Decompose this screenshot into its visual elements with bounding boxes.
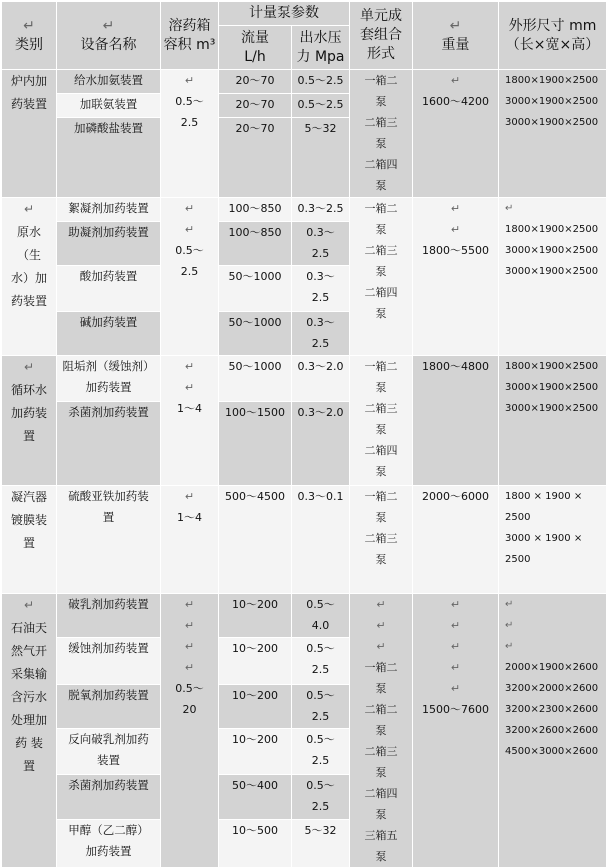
- header-tank-volume: 溶药箱 容积 m³: [161, 2, 219, 70]
- combination: 一箱二 泵 二箱三 泵 二箱四 泵: [350, 198, 413, 356]
- flow-value: 10～200: [219, 594, 292, 638]
- group-category: 凝汽器 镀膜装 置: [2, 486, 57, 594]
- device-name: 絮凝剂加药装置: [57, 198, 161, 222]
- flow-value: 20～70: [219, 118, 292, 198]
- pressure-value: 5～32: [292, 819, 350, 867]
- device-name: 反向破乳剂加药 装置: [57, 728, 161, 774]
- pressure-value: 0.5～ 2.5: [292, 775, 350, 819]
- combination: ↵ ↵ ↵ 一箱二 泵 二箱二 泵 二箱三 泵 二箱四 泵 三箱五 泵: [350, 594, 413, 868]
- pressure-value: 0.3～2.0: [292, 356, 350, 402]
- flow-value: 10～200: [219, 728, 292, 774]
- device-name: 脱氧剂加药装置: [57, 684, 161, 728]
- dosing-equipment-table: [1, 1, 607, 868]
- pressure-value: 0.3～ 2.5: [292, 312, 350, 356]
- flow-value: 50～1000: [219, 356, 292, 402]
- flow-value: 20～70: [219, 94, 292, 118]
- header-device-name: ↵ 设备名称: [57, 2, 161, 70]
- dimensions-value: ↵ ↵ ↵ 2000×1900×2600 3200×2000×2600 3200×2300×2600 3200×2600×2600 4500×3000×2600: [499, 594, 607, 868]
- device-name: 杀菌剂加药装置: [57, 402, 161, 486]
- flow-value: 50～400: [219, 775, 292, 819]
- device-name: 杀菌剂加药装置: [57, 775, 161, 819]
- flow-value: 10～500: [219, 819, 292, 867]
- flow-value: 500～4500: [219, 486, 292, 594]
- dimensions-value: ↵ 1800×1900×2500 3000×1900×2500 3000×1900×2500: [499, 198, 607, 356]
- group-category: ↵ 循环水 加药装 置: [2, 356, 57, 486]
- weight-value: ↵ ↵ ↵ ↵ ↵ 1500～7600: [413, 594, 499, 868]
- combination: 一箱二 泵 二箱三 泵 二箱四 泵: [350, 356, 413, 486]
- flow-value: 100～850: [219, 198, 292, 222]
- pressure-value: 0.5～ 2.5: [292, 638, 350, 684]
- device-name: 硫酸亚铁加药装 置: [57, 486, 161, 594]
- tank-volume: ↵ ↵ 1～4: [161, 356, 219, 486]
- header-dimensions: 外形尺寸 mm （长×宽×高）: [499, 2, 607, 70]
- dimensions-value: 1800×1900×2500 3000×1900×2500 3000×1900×2500: [499, 356, 607, 486]
- device-name: 加磷酸盐装置: [57, 118, 161, 198]
- flow-value: 10～200: [219, 684, 292, 728]
- flow-value: 100～850: [219, 222, 292, 266]
- pressure-value: 0.5～2.5: [292, 70, 350, 94]
- weight-value: 1800～4800: [413, 356, 499, 486]
- header-category: ↵ 类别: [2, 2, 57, 70]
- pressure-value: 0.3～ 2.5: [292, 222, 350, 266]
- tank-volume: ↵ 1～4: [161, 486, 219, 594]
- device-name: 给水加氨装置: [57, 70, 161, 94]
- pressure-value: 5～32: [292, 118, 350, 198]
- device-name: 加联氨装置: [57, 94, 161, 118]
- group-category: 炉内加 药装置: [2, 70, 57, 198]
- weight-value: 2000～6000: [413, 486, 499, 594]
- pressure-value: 0.5～2.5: [292, 94, 350, 118]
- tank-volume: ↵ ↵ 0.5～ 2.5: [161, 198, 219, 356]
- device-name: 碱加药装置: [57, 312, 161, 356]
- group-category: ↵ 石油天 然气开 采集输 含污水 处理加 药 装 置: [2, 594, 57, 868]
- pressure-value: 0.3～2.5: [292, 198, 350, 222]
- header-pressure: 出水压 力 Mpa: [292, 26, 350, 70]
- device-name: 甲醇（乙二醇） 加药装置: [57, 819, 161, 867]
- header-flow: 流量 L/h: [219, 26, 292, 70]
- tank-volume: ↵ ↵ ↵ ↵ 0.5～ 20: [161, 594, 219, 868]
- device-name: 缓蚀剂加药装置: [57, 638, 161, 684]
- flow-value: 100～1500: [219, 402, 292, 486]
- combination: 一箱二 泵 二箱三 泵 二箱四 泵: [350, 70, 413, 198]
- pressure-value: 0.5～ 4.0: [292, 594, 350, 638]
- header-combination: 单元成 套组合 形式: [350, 2, 413, 70]
- device-name: 阻垢剂（缓蚀剂） 加药装置: [57, 356, 161, 402]
- device-name: 酸加药装置: [57, 266, 161, 312]
- weight-value: ↵ 1600～4200: [413, 70, 499, 198]
- dimensions-value: 1800 × 1900 × 2500 3000 × 1900 × 2500: [499, 486, 607, 594]
- device-name: 助凝剂加药装置: [57, 222, 161, 266]
- flow-value: 10～200: [219, 638, 292, 684]
- tank-volume: ↵ 0.5～ 2.5: [161, 70, 219, 198]
- pressure-value: 0.5～ 2.5: [292, 684, 350, 728]
- device-name: 破乳剂加药装置: [57, 594, 161, 638]
- pressure-value: 0.3～ 2.5: [292, 266, 350, 312]
- flow-value: 20～70: [219, 70, 292, 94]
- dimensions-value: 1800×1900×2500 3000×1900×2500 3000×1900×2500: [499, 70, 607, 198]
- flow-value: 50～1000: [219, 312, 292, 356]
- weight-value: ↵ ↵ 1800～5500: [413, 198, 499, 356]
- header-pump-params: 计量泵参数: [219, 2, 350, 26]
- pressure-value: 0.5～ 2.5: [292, 728, 350, 774]
- header-weight: ↵ 重量: [413, 2, 499, 70]
- combination: 一箱二 泵 二箱三 泵: [350, 486, 413, 594]
- pressure-value: 0.3～2.0: [292, 402, 350, 486]
- flow-value: 50～1000: [219, 266, 292, 312]
- pressure-value: 0.3～0.1: [292, 486, 350, 594]
- group-category: ↵ 原水 （生 水）加 药装置: [2, 198, 57, 356]
